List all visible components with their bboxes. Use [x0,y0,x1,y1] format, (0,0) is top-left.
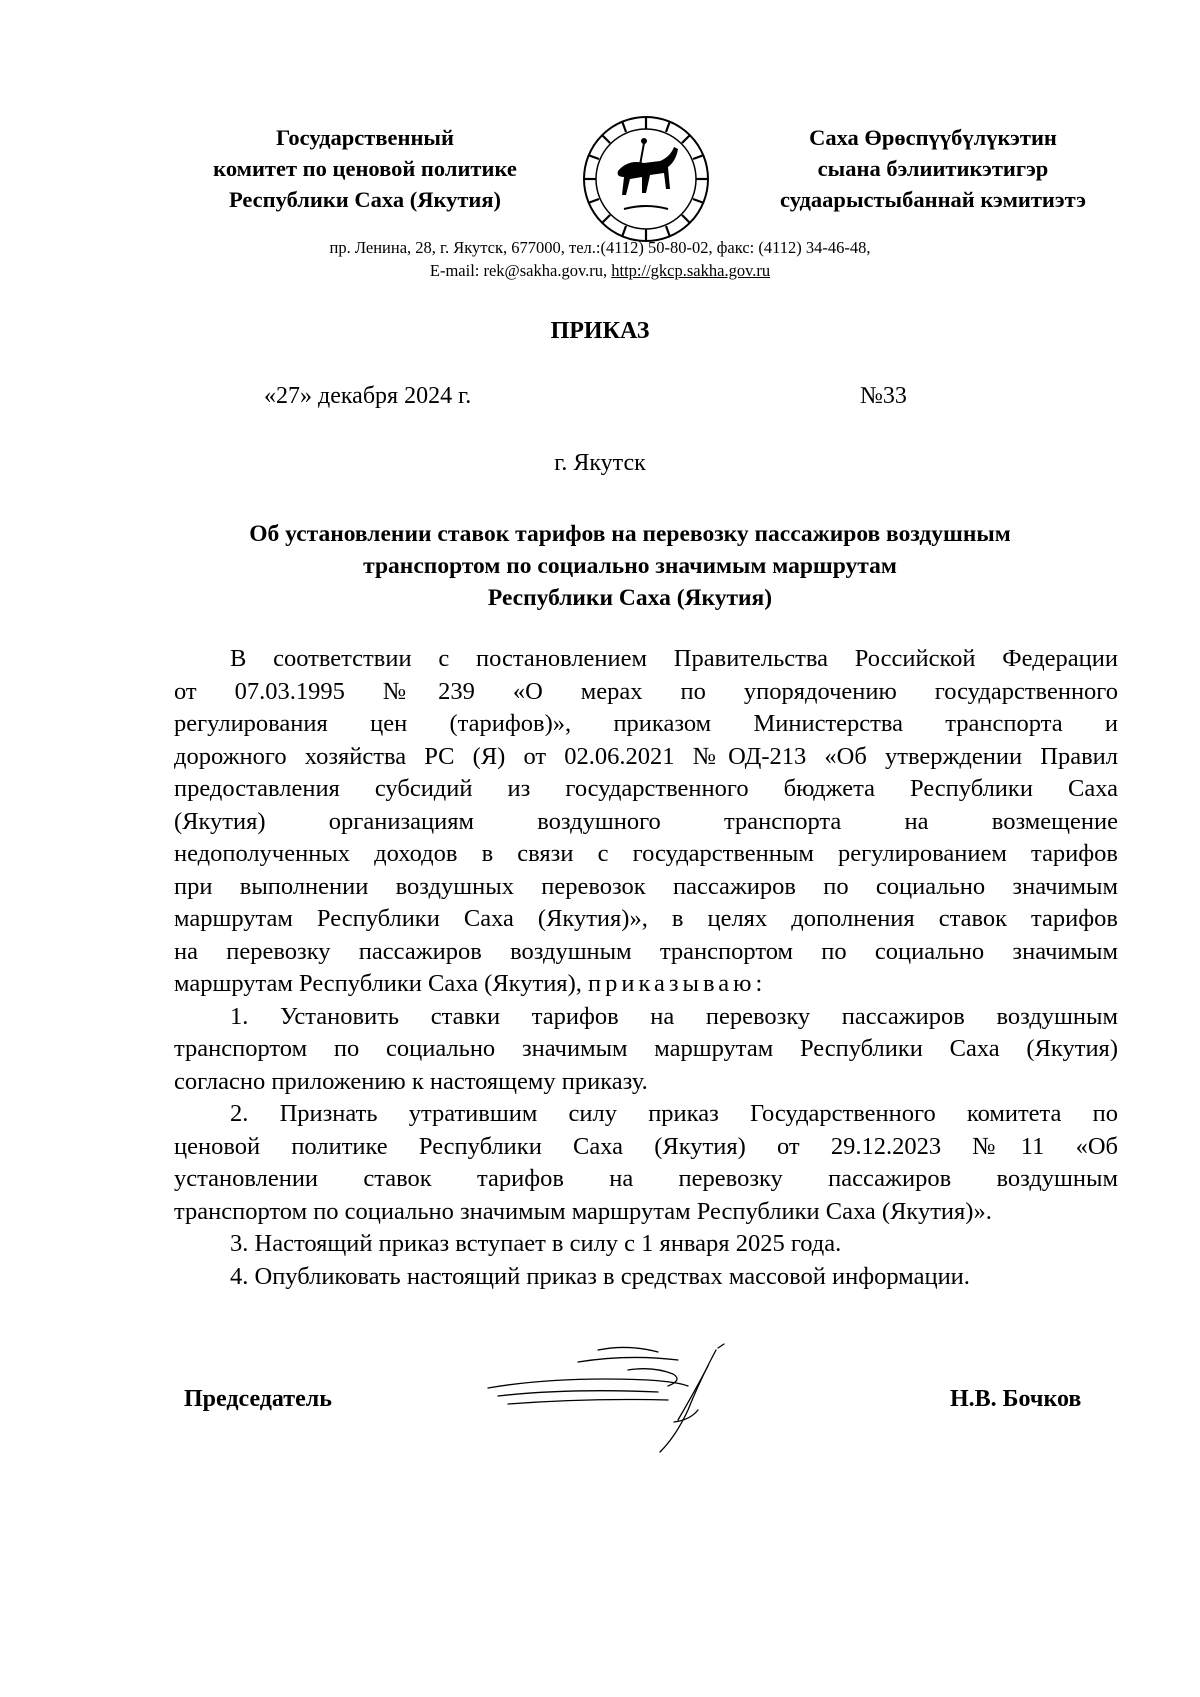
title-line: транспортом по социально значимым маршрутам [363,553,897,579]
issuer-line: сыана бэлиитикэтигэр [817,156,1049,181]
document-date: «27» декабря 2024 г. [264,383,472,409]
preamble-line: (Якутия) организациям воздушного транспорта на возмещение [174,807,1118,835]
contact-email-line [0,259,1200,282]
title-line: Об установлении ставок тарифов на перевозку пассажиров воздушным [249,521,1011,547]
preamble-line: маршрутам Республики Саха (Якутия)», в целях дополнения ставок тарифов [174,905,1118,932]
issuer-line: Республики Саха (Якутия) [228,187,502,212]
issuer-line: судаарыстыбаннай кэмитиэтэ [780,187,1086,212]
item-1-line: 1. Установить ставки тарифов на перевозку пассажиров воздушным [230,1002,1118,1030]
item-4: 4. Опубликовать настоящий приказ в средствах массовой информации. [230,1262,970,1290]
preamble-line: дорожного хозяйства РС (Я) от 02.06.2021 №ОД-213 «Об утверждении Правил [174,742,1118,770]
title-line: Республики Саха (Якутия) [487,585,773,611]
item-2-line: ценовой политике Республики Саха (Якутия) от 29.12.2023 №11 «Об [174,1132,1118,1160]
document-title [150,518,1110,614]
preamble-line: недополученных доходов в связи с государственным регулированием тарифов [174,840,1118,867]
preamble-last-line [174,968,1118,1001]
preamble-line: регулирования цен (тарифов)», приказом Министерства транспорта и [174,710,1118,737]
item-2-line: транспортом по социально значимым маршрутам Республики Саха (Якутия)». [174,1197,992,1225]
website-link[interactable]: http://gkcp.sakha.gov.ru [611,261,771,280]
preamble-line: В соответствии с постановлением Правительства Российской Федерации [230,645,1118,672]
preamble-line: маршрутам Республики Саха (Якутия), [174,970,588,997]
document-body [174,643,1118,1293]
preamble-line: на перевозку пассажиров воздушным транспортом по социально значимым [174,937,1118,965]
item-2-line: установлении ставок тарифов на перевозку пассажиров воздушным [174,1165,1118,1192]
document-type: ПРИКАЗ [550,318,650,344]
document-number: №33 [860,383,907,409]
preamble-line: при выполнении воздушных перевозок пассажиров по социально значимым [174,872,1118,900]
issuer-name-russian [170,122,560,215]
item-1-line: транспортом по социально значимым маршрутам Республики Саха (Якутия) [174,1035,1118,1062]
issuer-name-yakut [738,122,1128,215]
item-2-line: 2. Признать утратившим силу приказ Государственного комитета по [230,1100,1118,1127]
contact-address: пр. Ленина, 28, г. Якутск, 677000, тел.:(4112) 50-80-02, факс: (4112) 34-46-48, [329,238,871,257]
signer-title: Председатель [184,1386,332,1412]
contact-email: E-mail: rek@sakha.gov.ru, [429,261,612,280]
issuer-line: комитет по ценовой политике [213,156,517,181]
item-1-line: согласно приложению к настоящему приказу. [174,1067,648,1095]
document-city: г. Якутск [554,450,646,476]
item-3: 3. Настоящий приказ вступает в силу с 1 января 2025 года. [230,1230,842,1257]
issuer-line: Государственный [276,125,454,150]
issuer-line: Саха Өрөспүүбүлүкэтин [809,125,1057,150]
sakha-coat-of-arms-icon [580,113,712,245]
contact-info [0,236,1200,282]
preamble-line: предоставления субсидий из государственного бюджета Республики Саха [174,775,1118,802]
preamble-line: от 07.03.1995 №239 «О мерах по упорядочению государственного [174,677,1118,705]
handwritten-signature [478,1340,778,1460]
signer-name: Н.В. Бочков [950,1386,1082,1412]
order-word: приказываю: [588,970,767,997]
